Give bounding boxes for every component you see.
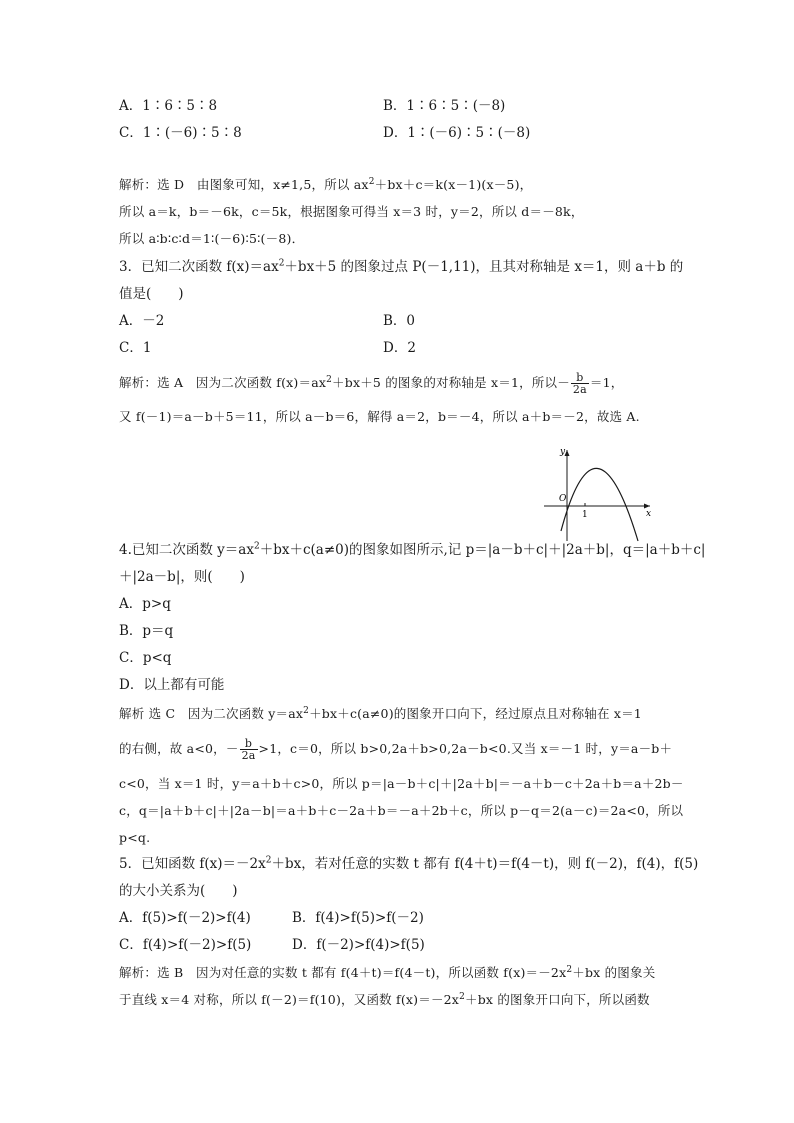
q4-option-b: B．p＝q xyxy=(119,623,174,639)
q5-option-d: D．f(－2)>f(4)>f(5) xyxy=(292,937,425,953)
q4-analysis-line-1: 解析 选 C 因为二次函数 $y=ax^2+bx+c(a\ne 0)$的图象开口向下，经过原点且对称轴在 x＝1 xyxy=(119,705,642,721)
fraction-b-over-2a: $\frac{b}{2a}$ xyxy=(572,371,587,396)
q2-option-c: C．1∶(－6)∶5∶8 xyxy=(119,125,242,141)
q5-option-b: B．f(4)>f(5)>f(－2) xyxy=(292,910,424,926)
q4-analysis-line-3: c<0，当 x＝1 时，y＝a＋b＋c>0，所以 p＝|a－b＋c|＋|2a＋b|＝－a＋b－c＋2a＋b＝a＋2b－ xyxy=(119,776,684,791)
q5-stem-line-2: 的大小关系为( ) xyxy=(119,883,238,899)
q5-analysis-line-2: 于直线 x＝4 对称，所以 f(－2)＝f(10)，又函数 $f(x)=-2x^2+bx$ 的图象开口向下，所以函数 xyxy=(119,991,650,1007)
q4-option-c: C．p<q xyxy=(119,650,172,666)
y-axis-label: y xyxy=(560,447,566,457)
q4-stem-line-2: ＋|2a－b|，则( ) xyxy=(119,569,245,585)
q3-option-b: B．0 xyxy=(383,313,416,329)
y-axis-arrow xyxy=(565,450,570,456)
q2-option-b: B．1∶6∶5∶(－8) xyxy=(383,98,506,114)
q3-stem-line-1: 3．已知二次函数 $f(x)=ax^2+bx+5$ 的图象过点 P(－1,11)，且其对称轴是 x＝1，则 a＋b 的 xyxy=(119,258,684,275)
q2-analysis-line-2: 所以 a＝k，b＝－6k，c＝5k，根据图象可得当 x＝3 时，y＝2，所以 d＝－8k， xyxy=(119,204,584,219)
x-axis-arrow xyxy=(644,504,650,509)
origin-label: O xyxy=(559,494,567,504)
q3-option-d: D．2 xyxy=(383,340,416,356)
q3-stem-line-2: 值是( ) xyxy=(119,286,184,302)
q4-analysis-line-5: p<q. xyxy=(119,830,151,845)
q5-stem-line-1: 5．已知函数 $f(x)=-2x^2+bx$，若对任意的实数 t 都有 f(4＋t)＝f(4－t)，则 f(－2)，f(4)，f(5) xyxy=(119,855,699,872)
q3-analysis-line-2: 又 f(－1)＝a－b＋5＝11，所以 a－b＝6，解得 a＝2，b＝－4，所以 a＋b＝－2，故选 A. xyxy=(119,409,640,424)
q5-analysis-line-1: 解析：选 B 因为对任意的实数 t 都有 f(4＋t)＝f(4－t)，所以函数 $f(x)=-2x^2+bx$ 的图象关 xyxy=(119,964,656,980)
q5-option-c: C．f(4)>f(－2)>f(5) xyxy=(119,937,252,953)
tick-label-1: 1 xyxy=(582,510,588,520)
q4-analysis-line-4: c，q＝|a＋b＋c|＋|2a－b|＝a＋b＋c－2a＋b＝－a＋2b＋c，所以 p－q＝2(a－c)＝2a<0，所以 xyxy=(119,803,684,818)
q2-analysis-line-3: 所以 a∶b∶c∶d＝1∶(－6)∶5∶(－8)． xyxy=(119,231,305,246)
q2-analysis-line-1: 解析：选 D 由图象可知，x≠1,5，所以 $ax^2+bx+c=k(x-1)(x-5)$， xyxy=(119,176,533,192)
parabola-graph xyxy=(540,445,660,545)
q3-option-c: C．1 xyxy=(119,340,152,356)
fraction-b-over-2a: $\frac{b}{2a}$ xyxy=(241,737,256,762)
q4-option-d: D．以上都有可能 xyxy=(119,677,225,693)
q2-option-d: D．1∶(－6)∶5∶(－8) xyxy=(383,125,531,141)
q2-option-a: A．1∶6∶5∶8 xyxy=(119,98,218,114)
x-axis-label: x xyxy=(646,509,652,519)
q4-analysis-line-2: 的右侧，故 a<0，－ $\frac{b}{2a}$ >1，c＝0，所以 b>0,2a＋b>0,2a－b<0.又当 x＝－1 时，y＝a－b＋ xyxy=(119,737,673,762)
q4-option-a: A．p>q xyxy=(119,596,171,612)
q4-stem-line-1: 4.已知二次函数 $y=ax^2+bx+c(a\ne 0)$的图象如图所示,记 p＝|a－b＋c|＋|2a＋b|，q＝|a＋b＋c| xyxy=(119,541,706,558)
q5-option-a: A．f(5)>f(－2)>f(4) xyxy=(119,910,251,926)
parabola-curve xyxy=(561,468,638,541)
q3-option-a: A．－2 xyxy=(119,313,165,329)
q3-analysis-line-1: 解析：选 A 因为二次函数 $f(x)=ax^2+bx+5$ 的图象的对称轴是 x＝1，所以－ $\frac{b}{2a}$ ＝1， xyxy=(119,371,624,396)
